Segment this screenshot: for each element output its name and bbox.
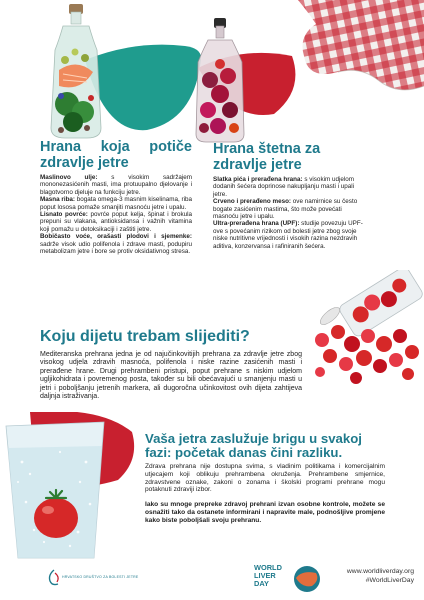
tomato-in-water-illustration	[0, 412, 140, 562]
org-logo-icon	[46, 569, 62, 587]
good-food-item: Masna riba: bogata omega-3 masnim kiselinama, riba poput lososa pomaže smanjiti masnoću jetre i upalu.	[40, 196, 192, 211]
bad-food-list	[213, 176, 363, 250]
care-bold-paragraph: Iako su mnoge prepreke zdravoj prehrani izvan osobne kontrole, možete se osnažiti tako da ostanete informirani i napravite male, podnošljive promjene kako biste poboljšali svoju prehranu.	[145, 501, 385, 524]
good-food-item: Maslinovo ulje: s visokim sadržajem mononezasićenih masti, ima protuupalno djelovanje i blagotvorno djeluje na funkciju jetre.	[40, 174, 193, 196]
org-logo-text: HRVATSKO DRUŠTVO ZA BOLESTI JETRE	[62, 575, 139, 579]
diet-section	[40, 328, 302, 401]
website-link[interactable]: www.worldliverday.org	[346, 568, 414, 575]
bad-food-item: Crveno i prerađeno meso: ove namirnice su često bogate zasićenim mastima, što može povećati masnoću jetre i upalu.	[213, 198, 358, 221]
healthy-food-jar-illustration	[25, 0, 205, 140]
bad-food-section	[213, 142, 363, 250]
world-liver-day-label: WORLD LIVER DAY	[254, 563, 282, 588]
bad-food-item: Ultra-prerađena hrana (UPF): studije povezuju UPF-ove s povećanim rizikom od bolesti jetre zbog svoje niske nutritivne vrijednosti i visokih razina nezdravih aditiva, konzervansa i rafiniranih šećera.	[213, 220, 363, 250]
tomato-jar-illustration	[300, 270, 424, 390]
world-liver-day-logo	[254, 562, 328, 596]
care-section	[145, 432, 385, 525]
good-food-list	[40, 174, 192, 255]
diet-paragraph: Mediteranska prehrana jedna je od najučinkovitijih prehrana za zdravlje jetre zbog visokog udjela zdravih masnoća, polifenola i niske razine zasićenih masti i prerađene hrane. Drugi prehrambeni pristupi, poput prehrane s niskim udjelom ugljikohidrata i povremenog posta, također su bili obećavajući u smanjenju masti u jetri i poboljšanju jetrenih markera, ali dugoročna učinkovitost ovih dijeta zahtijeva daljnja istraživanja.	[40, 351, 302, 401]
hashtag-text: #WorldLiverDay	[365, 577, 414, 584]
good-food-item: Bobičasto voće, orašasti plodovi i sjemenke: sadrže visok udio polifenola i zdrave masti, podupiru metabolizam jetre i bore se protiv oksidativnog stresa.	[40, 233, 192, 256]
care-paragraph: Zdrava prehrana nije dostupna svima, s vladinim politikama i komercijalnim utjecajem koji oblikuju prehrambena okruženja. Prehrambene smjernice, zdravstvene oznake, zakoni o zonama i školski programi prehrane mogu potaknuti zdraviji izbor.	[145, 463, 385, 494]
good-food-title: Hrana koja potiče zdravlje jetre	[40, 139, 192, 171]
liver-globe-icon	[292, 564, 322, 594]
org-logo	[46, 569, 156, 587]
footer-links	[330, 567, 414, 585]
good-food-section	[40, 140, 192, 255]
bad-food-title: Hrana štetna za zdravlje jetre	[213, 141, 321, 173]
care-title: Vaša jetra zaslužuje brigu u svakoj fazi: početak danas čini razliku.	[145, 431, 362, 460]
unhealthy-food-jar-illustration	[192, 10, 342, 150]
good-food-item: Lisnato povrće: povrće poput kelja, špinat i brokula prepuni su vlakana, antioksidansa i važnih vitamina koji pomažu u detoksikaciji i zaštiti jetre.	[40, 211, 192, 233]
bad-food-item: Slatka pića i prerađena hrana: s visokim udjelom dodanih šećera doprinose nakupljanju masti i upali jetre.	[213, 176, 355, 198]
diet-title: Koju dijetu trebam slijediti?	[40, 328, 250, 345]
